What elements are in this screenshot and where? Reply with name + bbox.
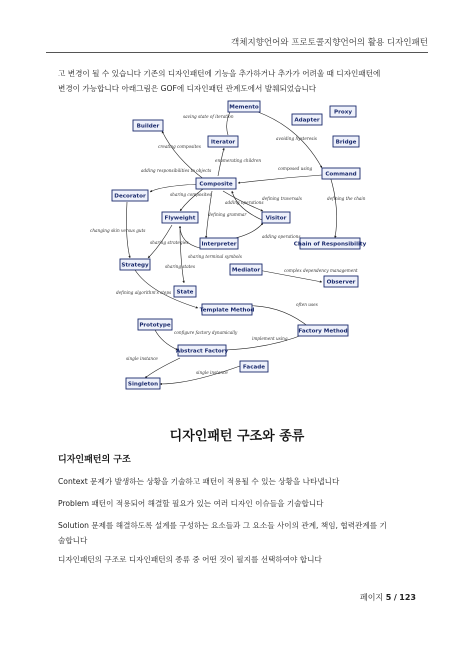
edge-label: defining grammar xyxy=(208,212,247,217)
edge-label: single instance xyxy=(196,370,228,375)
node-chain-of-responsibility xyxy=(294,238,367,249)
svg-text:Singleton: Singleton xyxy=(127,381,159,388)
node-memento xyxy=(228,101,260,112)
node-factory-method xyxy=(298,325,348,336)
node-prototype xyxy=(138,319,172,330)
edge-label: adding operations xyxy=(225,200,264,205)
svg-text:Factory Method: Factory Method xyxy=(298,328,348,335)
edge-label: adding responsibilities to objects xyxy=(141,168,212,173)
svg-text:Bridge: Bridge xyxy=(335,139,357,146)
node-proxy xyxy=(330,106,356,117)
edge-command-chain xyxy=(330,176,337,238)
edge-label: implement using xyxy=(252,336,288,341)
edge-label: composed using xyxy=(278,166,313,171)
page-number xyxy=(360,592,416,603)
edge-composite-decorator xyxy=(150,184,200,192)
paragraph-problem: Problem 패턴이 적용되어 해결할 필요가 있는 여러 디자인 이슈들을 기술합니다 xyxy=(58,499,324,508)
header-rule xyxy=(46,52,428,53)
edge-label: configure factory dynamically xyxy=(174,330,238,335)
node-bridge xyxy=(333,136,359,147)
edge-command-composite xyxy=(238,175,322,183)
edge-label: sharing composites xyxy=(170,192,212,197)
node-template-method xyxy=(200,304,255,315)
gof-relationship-diagram xyxy=(0,98,474,398)
svg-text:Mediator: Mediator xyxy=(231,267,261,274)
svg-text:Decorator: Decorator xyxy=(114,193,146,200)
node-abstract-factory xyxy=(176,345,229,356)
edge-label: enumerating children xyxy=(215,158,262,163)
running-header: 객체지향언어와 프로토콜지향언어의 활용 디자인패턴 xyxy=(231,38,428,48)
intro-line-1: 고 변경이 될 수 있습니다 기존의 디자인패턴에 기능을 추가하거나 추가가 어려울 때 디자인패턴에 xyxy=(58,69,381,78)
diagram-nodes xyxy=(112,101,367,389)
edge-label: sharing terminal symbols xyxy=(188,254,242,259)
edge-label: saving state of iteration xyxy=(183,114,234,119)
svg-text:Proxy: Proxy xyxy=(334,109,352,116)
svg-text:Interpreter: Interpreter xyxy=(201,241,237,248)
intro-line-2: 변경이 가능합니다 아래그림은 GOF에 디자인패턴 관계도에서 발췌되었습니다 xyxy=(58,84,317,93)
edge-facade-singleton xyxy=(160,366,240,384)
svg-text:Command: Command xyxy=(325,171,357,178)
svg-text:Adapter: Adapter xyxy=(294,117,320,124)
node-state xyxy=(174,286,196,297)
svg-text:Observer: Observer xyxy=(326,279,356,286)
node-builder xyxy=(133,120,163,131)
edge-label: sharing strategies xyxy=(150,240,189,245)
edge-label: changing skin versus guts xyxy=(90,228,146,233)
edge-label: defining algorithm's steps xyxy=(116,290,172,295)
node-iterator xyxy=(208,136,238,147)
edge-label: avoiding hysteresis xyxy=(276,136,317,141)
svg-text:Chain of Responsibility: Chain of Responsibility xyxy=(293,241,367,248)
edge-label: often uses xyxy=(296,302,318,307)
svg-text:Builder: Builder xyxy=(136,123,160,130)
current-page: 5 xyxy=(385,593,392,602)
node-observer xyxy=(324,276,358,287)
node-facade xyxy=(240,361,268,372)
edge-label: complex dependency management xyxy=(284,268,358,273)
svg-text:Facade: Facade xyxy=(242,364,266,371)
edge-abstract-singleton xyxy=(145,358,180,378)
svg-text:Strategy: Strategy xyxy=(121,262,149,269)
paragraph-solution-line-2: 술합니다 xyxy=(58,536,88,545)
total-pages: 123 xyxy=(399,593,416,602)
page-separator: / xyxy=(393,593,397,602)
edge-flyweight-state xyxy=(180,226,184,283)
svg-text:Abstract Factory: Abstract Factory xyxy=(175,348,229,355)
edge-label: defining traversals xyxy=(262,196,302,201)
paragraph-structure: 디자인패턴의 구조로 디자인패턴의 종류 중 어떤 것이 필지를 선택하여야 합니다 xyxy=(58,555,322,564)
paragraph-context: Context 문제가 발생하는 상황을 기술하고 패턴이 적용될 수 있는 상황을 나타냅니다 xyxy=(58,477,340,486)
edge-interpreter-visitor xyxy=(225,223,263,240)
subsection-title: 디자인패턴의 구조 xyxy=(58,455,131,465)
node-adapter xyxy=(292,114,322,125)
node-mediator xyxy=(230,264,262,275)
node-composite xyxy=(196,178,236,189)
svg-text:Flyweight: Flyweight xyxy=(164,215,196,222)
edge-label: defining the chain xyxy=(327,196,366,201)
section-title: 디자인패턴 구조와 종류 xyxy=(169,429,305,444)
node-decorator xyxy=(112,190,148,201)
svg-text:Memento: Memento xyxy=(229,104,259,111)
node-command xyxy=(322,168,360,179)
svg-text:State: State xyxy=(176,289,194,296)
node-visitor xyxy=(262,212,290,223)
node-flyweight xyxy=(162,212,198,223)
page-label: 페이지 xyxy=(359,593,384,602)
svg-text:Composite: Composite xyxy=(199,181,233,188)
node-singleton xyxy=(126,378,160,389)
edge-label: single instance xyxy=(126,356,158,361)
node-interpreter xyxy=(200,238,238,249)
edge-label: adding operations xyxy=(262,234,301,239)
svg-text:Iterator: Iterator xyxy=(210,139,236,146)
svg-text:Visitor: Visitor xyxy=(265,215,287,222)
node-strategy xyxy=(120,259,150,270)
svg-text:Prototype: Prototype xyxy=(139,322,171,329)
paragraph-solution-line-1: Solution 문제를 해결하도록 설계를 구성하는 요소들과 그 요소들 사이의 관계, 책임, 협력관계를 기 xyxy=(58,521,387,530)
edge-label: creating composites xyxy=(158,144,201,149)
svg-text:Template Method: Template Method xyxy=(199,307,255,314)
edge-label: sharing states xyxy=(165,264,196,269)
